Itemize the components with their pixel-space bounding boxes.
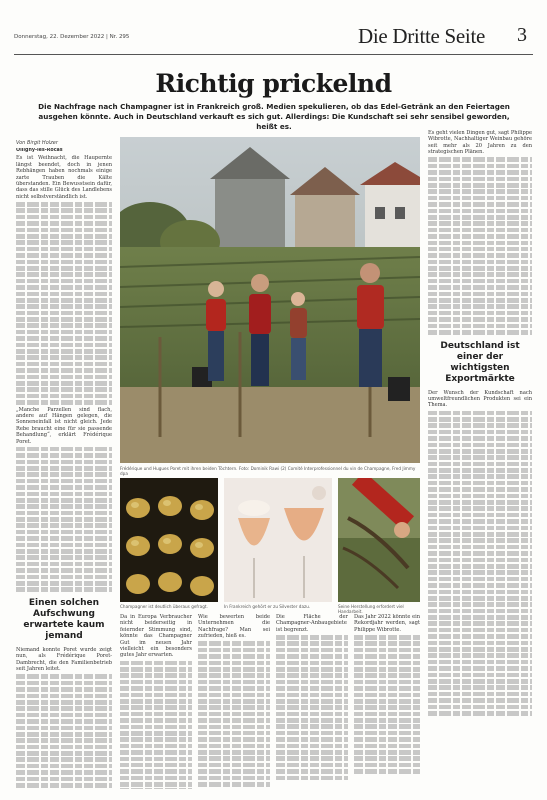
article-column-3 — [198, 614, 270, 789]
pruning-photo — [338, 478, 420, 602]
vineyard-family-photo — [120, 137, 420, 463]
pruning-caption: Seine Herstellung erfordert viel Handarbeit. — [338, 604, 404, 614]
article-column-right — [428, 130, 532, 788]
main-photo-caption: Frédérique und Hugues Poret mit ihren beiden Töchtern. Foto: Dominik Rawi (2) Comité Interprofessionnel du vin de Champagne, Fred Jimmy dpa — [120, 466, 416, 476]
champagne-bottles-photo — [120, 478, 218, 602]
article-column-4 — [276, 614, 348, 789]
article-column-3-text: Wie bewerten beide Unternehmen die Nachfrage? Man sei zufrieden, hieß es. — [198, 614, 270, 640]
bottles-caption: Champagner ist deutlich überaus gefragt. — [120, 604, 208, 609]
dateline: Oiligny-les-Rocas — [16, 148, 63, 153]
section-title: Die Dritte Seite — [358, 24, 485, 48]
article-column-5-text: Das Jahr 2022 könnte ein Rekordjahr werden, sagt Philippe Wibrotte. — [354, 614, 420, 633]
byline: Von Birgit Holzer — [16, 140, 58, 146]
glasses-caption: In Frankreich gehört er zu Silvester dazu. — [224, 604, 311, 609]
article-column-2 — [120, 614, 192, 789]
article-column-1-bottom: Niemand konnte Poret wurde zeigt nun, als Frédérique Poret-Dambrecht, die den Familienbetrieb seit Jahren leitet. — [16, 646, 112, 673]
article-intro: Es ist Weihnacht, die Haupernte längst beendet, doch in jenen Rebhängen haben nochmals einige zarte Trauben die Kälte überstanden. Ein Bewusstsein dafür, dass das stille Glück des Landlebens nicht selbstverständlich ist. — [16, 155, 112, 200]
page-number: 3 — [517, 24, 527, 46]
subheading-2: Deutschland ist einer der wichtigsten Exportmärkte — [440, 340, 520, 384]
issue-date: Donnerstag, 22. Dezember 2022 | Nr. 295 — [14, 34, 130, 40]
article-column-2-text: Da in Europa Verbraucher nicht beiderseitig in feiernder Stimmung sind, könnte das Champagner Gut im neuen Jahr vielleicht ein besonders gutes Jahr erwarten. — [120, 614, 192, 659]
article-column-4-text: Die Fläche der Champagner-Anbaugebiete ist begrenzt. — [276, 614, 348, 633]
subheading-1: Einen solchen Aufschwung erwartete kaum jemand — [23, 597, 105, 641]
article-column-5 — [354, 614, 420, 789]
champagne-glasses-photo — [224, 478, 332, 602]
headline: Richtig prickelnd — [155, 69, 392, 98]
article-column-1 — [16, 148, 112, 788]
right-column-intro: Es geht vielen Dingen gut, sagt Philippe Wibrotte, Nachhaltiger Weinbau gehöre seit mehr als 20 Jahren zu den strategischen Plänen. — [428, 130, 532, 156]
article-quote: „Manche Parzellen sind flach, andere auf Hängen gelegen, die Sonneneinfall ist nicht gleich. Jede Rebe braucht eine für sie passende Behandlung“, erklärt Frédérique Poret. — [16, 406, 112, 445]
header-rule — [14, 54, 533, 55]
deck: Die Nachfrage nach Champagner ist in Frankreich groß. Medien spekulieren, ob das Edel-Getränk an den Feiertagen ausgehen könnte. Auch in Deutschland verkauft es sich gut. Allerdings: Die Kundschaft sei sehr sensibel geworden, heißt es. — [38, 102, 510, 132]
right-column-lower: Der Wunsch der Kundschaft nach umweltfreundlichen Produkten sei ein Thema. — [428, 389, 532, 409]
